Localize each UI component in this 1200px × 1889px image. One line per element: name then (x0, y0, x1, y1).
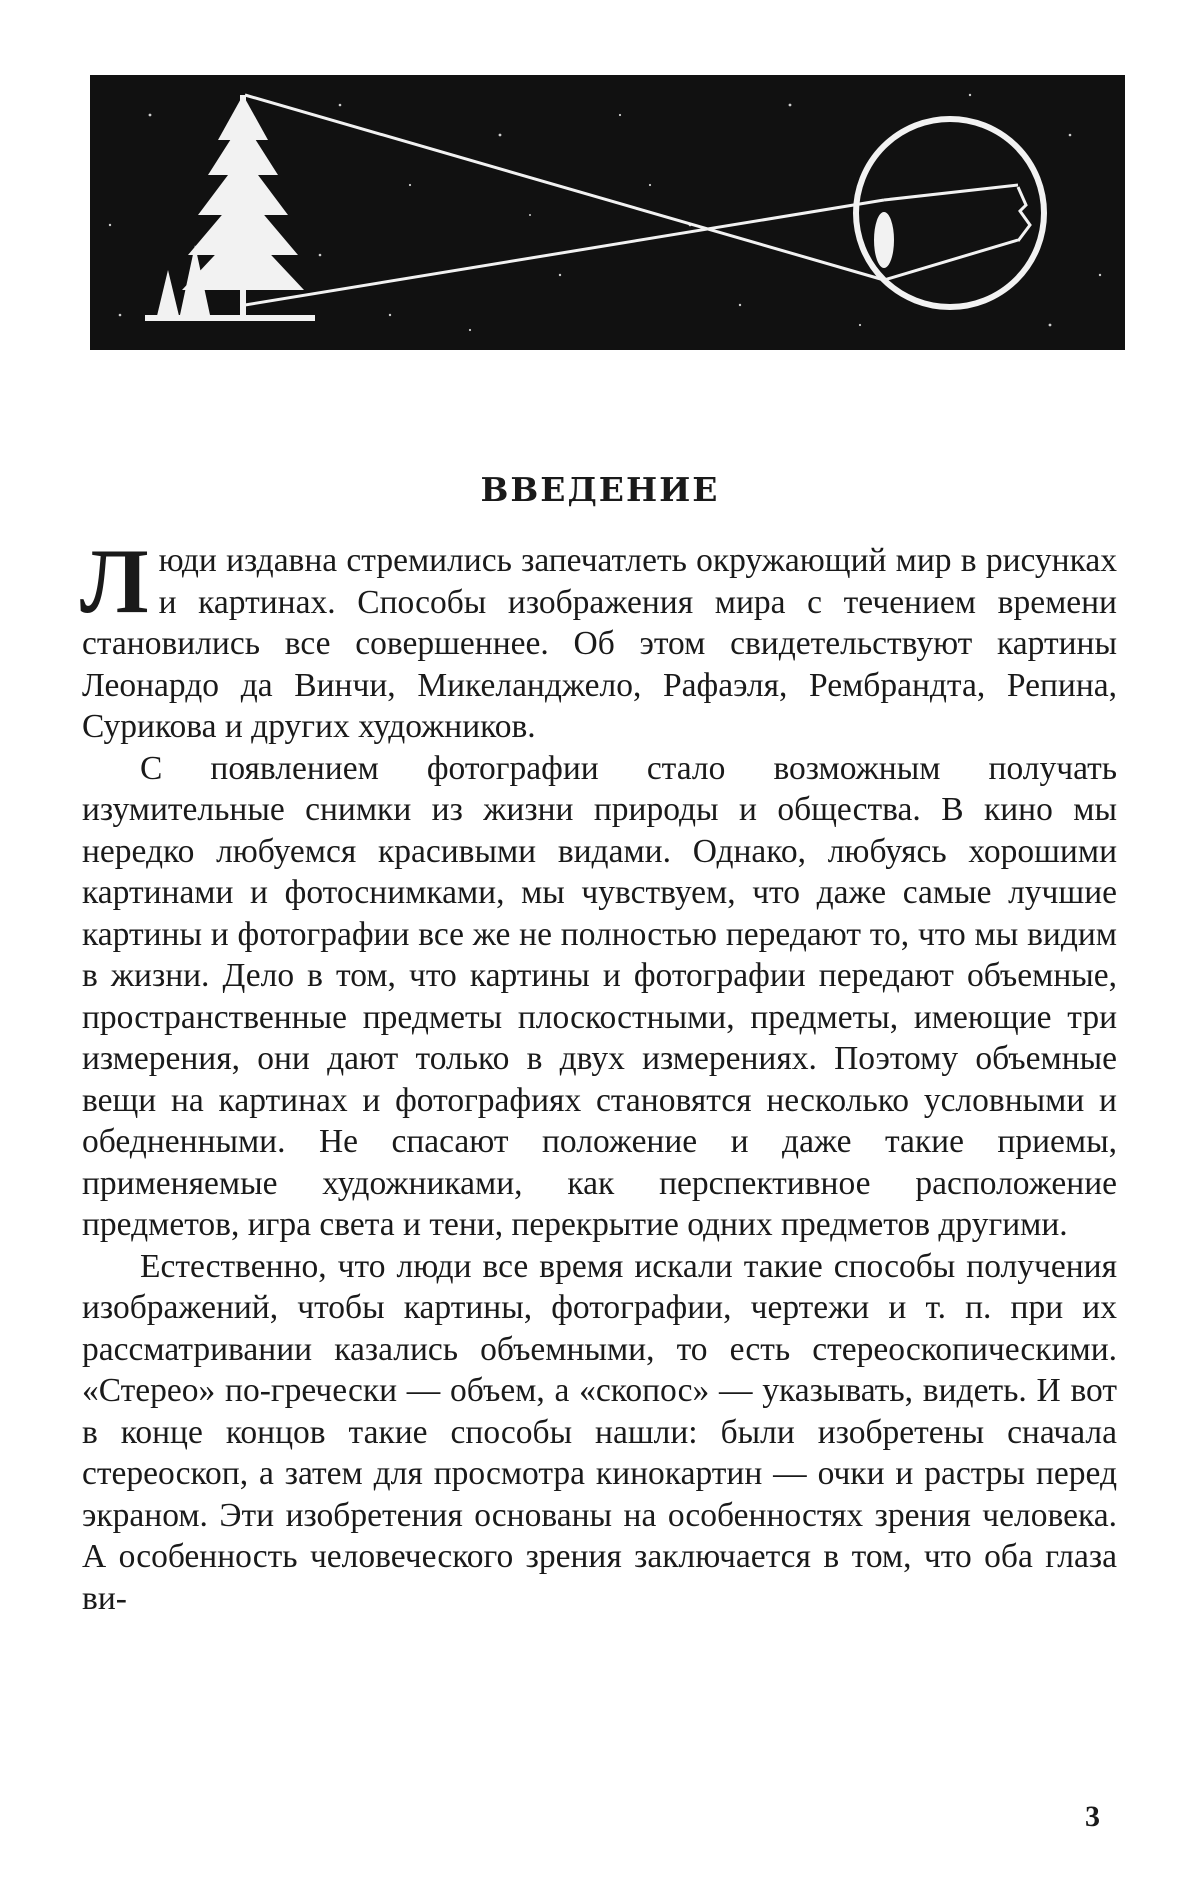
paragraph-1-text: юди издавна стремились запечатлеть окружающий мир в рисунках и картинах. Способы изображения мира с течением времени становились все совершеннее. Об этом свидетельствуют картины Леонардо да Винчи, Микеланджело, Рафаэля, Рембрандта, Репина, Сурикова и других художников. (82, 542, 1117, 745)
page-number: 3 (1085, 1800, 1100, 1833)
dropcap: Л (80, 530, 149, 632)
paragraph-3: Естественно, что люди все время искали такие способы получения изображений, чтобы картины, фотографии, чертежи и т. п. при их рассматривании казались объемными, то есть стереоскопическими. «Стерео» по-гречески — объем, а «скопос» — указывать, видеть. И вот в конце концов такие способы нашли: были изобретены сначала стереоскоп, а затем для просмотра кинокартин — очки и растры перед экраном. Эти изобретения основаны на особенностях зрения человека. А особенность человеческого зрения заключается в том, что оба глаза ви- (82, 1247, 1117, 1617)
body-text (80, 530, 1117, 1619)
paragraph-2: С появлением фотографии стало возможным получать изумительные снимки из жизни природы и общества. В кино мы нередко любуемся красивыми видами. Однако, любуясь хорошими картинами и фотоснимками, мы чувствуем, что даже самые лучшие картины и фотографии все же не полностью передают то, что мы видим в жизни. Дело в том, что картины и фотографии передают объемные, пространственные предметы плоскостными, предметы, имеющие три измерения, они дают только в двух измерениях. Поэтому объемные вещи на картинах и фотографиях становятся несколько условными и обедненными. Не спасают положение и даже такие приемы, применяемые художниками, как перспективное расположение предметов, игра света и тени, перекрытие одних предметов другими. (82, 749, 1117, 1243)
eye-lens (874, 212, 894, 268)
chapter-title: ВВЕДЕНИЕ (480, 470, 720, 509)
tree-eye-diagram (90, 75, 1125, 350)
paragraph-1 (80, 530, 1117, 748)
header-illustration (90, 75, 1125, 350)
